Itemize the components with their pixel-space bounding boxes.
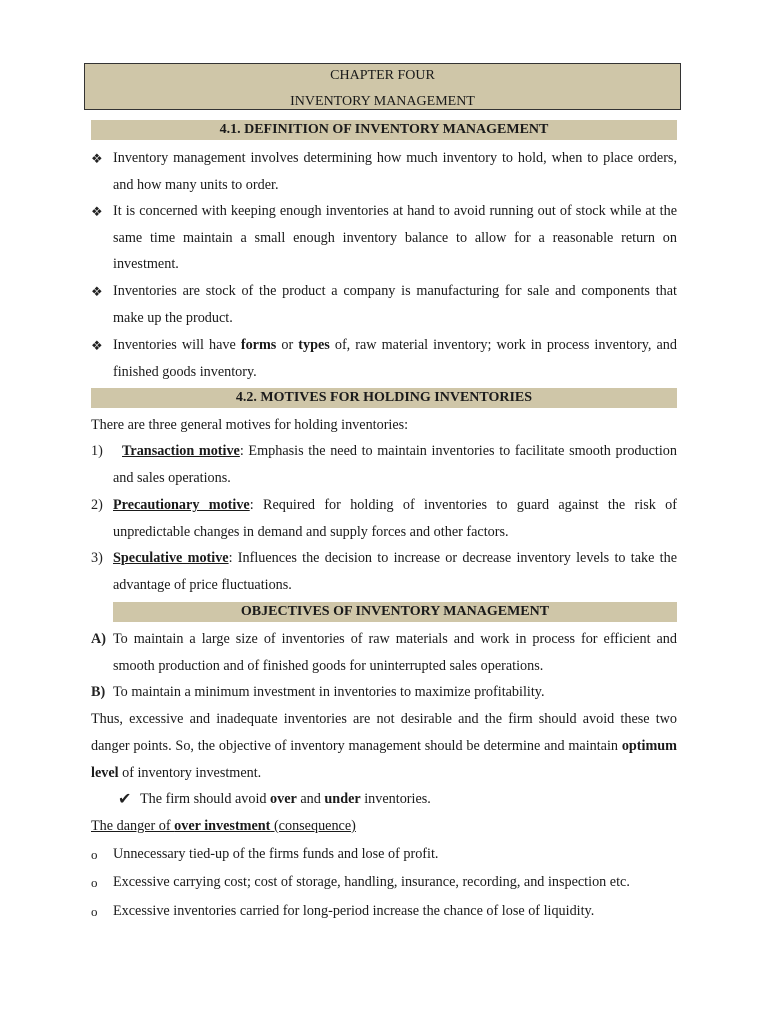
motives-intro: There are three general motives for holding inventories: [91,417,409,433]
list-item [91,545,677,598]
list-item-text: To maintain a large size of inventories of raw materials and work in process for efficient and smooth production and of finished goods for uninterrupted sales operations. [113,631,677,674]
section-heading-motives: 4.2. MOTIVES FOR HOLDING INVENTORIES [91,388,677,408]
list-item [91,198,677,278]
list-item [91,679,677,706]
chapter-title: INVENTORY MANAGEMENT [290,94,475,109]
list-item [91,438,677,491]
list-item [91,145,677,198]
list-item-text: Unnecessary tied-up of the firms funds and lose of profit. [113,846,439,862]
chapter-number: CHAPTER FOUR [330,68,435,83]
chapter-title-box [84,63,681,110]
list-item [118,786,658,813]
diamond-bullet-icon: ❖ [91,284,103,299]
list-item-text: The firm should avoid over and under inventories. [140,791,431,807]
list-item-text: Transaction motive: Emphasis the need to maintain inventories to facilitate smooth production and sales operations. [113,443,677,486]
list-item [91,869,677,896]
list-item-text: It is concerned with keeping enough inventories at hand to avoid running out of stock while at the same time maintain a small enough inventory balance to allow for a reasonable return on investment. [113,203,677,272]
circle-bullet-icon: o [91,875,98,890]
section-heading-definition: 4.1. DEFINITION OF INVENTORY MANAGEMENT [91,120,677,140]
checkmark-icon: ✔ [118,791,132,808]
list-item-text: Precautionary motive: Required for holding of inventories to guard against the risk of unpredictable changes in demand and supply forces and other factors. [113,497,677,540]
list-item-text: To maintain a minimum investment in inventories to maximize profitability. [113,684,545,700]
danger-heading: The danger of over investment (consequence) [91,818,356,834]
section-heading-objectives: OBJECTIVES OF INVENTORY MANAGEMENT [113,602,677,622]
list-item [91,898,677,925]
list-label: A) [91,631,106,647]
diamond-bullet-icon: ❖ [91,338,103,353]
diamond-bullet-icon: ❖ [91,151,103,166]
list-item-text: Excessive carrying cost; cost of storage, handling, insurance, recording, and inspection etc. [113,874,630,890]
list-item [91,841,677,868]
objectives-paragraph: Thus, excessive and inadequate inventories are not desirable and the firm should avoid these two danger points. So, the objective of inventory management should be determine and maintain optimum level of inventory investment. [91,711,677,781]
list-item-text: Inventories will have forms or types of, raw material inventory; work in process inventory, and finished goods inventory. [113,337,677,380]
circle-bullet-icon: o [91,847,98,862]
list-item-text: Inventory management involves determining how much inventory to hold, when to place orders, and how many units to order. [113,150,677,193]
list-item [91,626,677,679]
list-item-text: Excessive inventories carried for long-period increase the chance of lose of liquidity. [113,903,595,919]
list-number: 1) [91,443,103,459]
list-item [91,278,677,331]
list-label: B) [91,684,106,700]
list-item-text: Inventories are stock of the product a company is manufacturing for sale and components that make up the product. [113,283,677,326]
diamond-bullet-icon: ❖ [91,204,103,219]
list-item [91,492,677,545]
list-number: 3) [91,550,103,566]
list-item-text: Speculative motive: Influences the decision to increase or decrease inventory levels to take the advantage of price fluctuations. [113,550,677,593]
circle-bullet-icon: o [91,904,98,919]
list-number: 2) [91,497,103,513]
list-item [91,332,677,385]
